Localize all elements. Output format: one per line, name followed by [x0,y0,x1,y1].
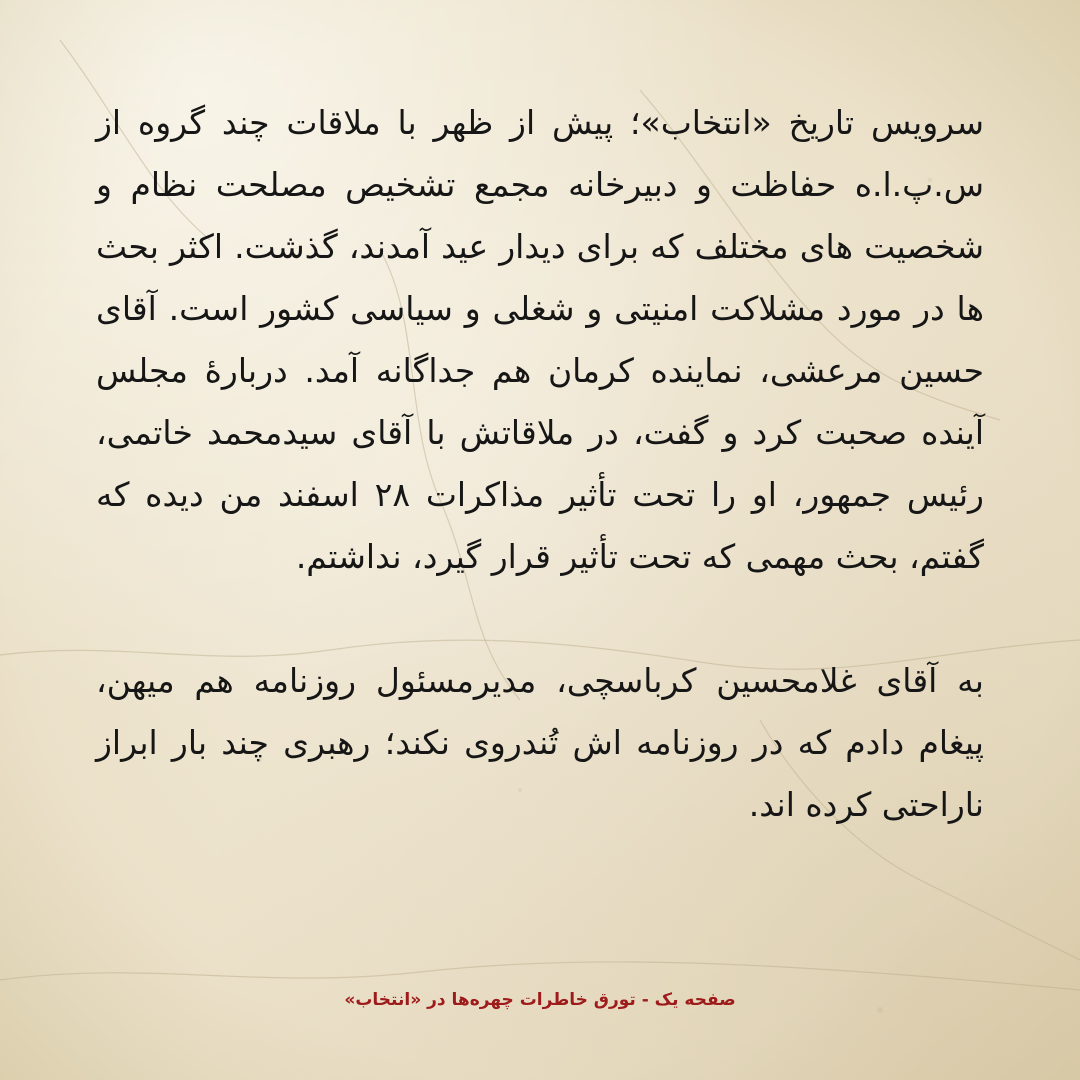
paragraph-1: سرویس تاریخ «انتخاب»؛ پیش از ظهر با ملاقات چند گروه از س.پ.ا.ه حفاظت و دبیرخانه مجمع تشخیص مصلحت نظام و شخصیت های مختلف که برای دیدار عید آمدند، گذشت. اکثر بحث ها در مورد مشلاکت امنیتی و شغلی و سیاسی کشور است. آقای حسین مرعشی، نماینده کرمان هم جداگانه آمد. دربارۀ مجلس آینده صحبت کرد و گفت، در ملاقاتش با آقای سیدمحمد خاتمی، رئیس جمهور، او را تحت تأثیر مذاکرات ۲۸ اسفند من دیده که گفتم، بحث مهمی که تحت تأثیر قرار گیرد، نداشتم. [96,103,984,576]
memoir-text [96,92,984,836]
paragraph-2: به آقای غلامحسین کرباسچی، مدیرمسئول روزنامه هم میهن، پیغام دادم که در روزنامه اش تُندروی نکند؛ رهبری چند بار ابراز ناراحتی کرده اند. [96,661,984,824]
footer-caption: صفحه یک - تورق خاطرات چهره‌ها در «انتخاب» [344,990,736,1010]
